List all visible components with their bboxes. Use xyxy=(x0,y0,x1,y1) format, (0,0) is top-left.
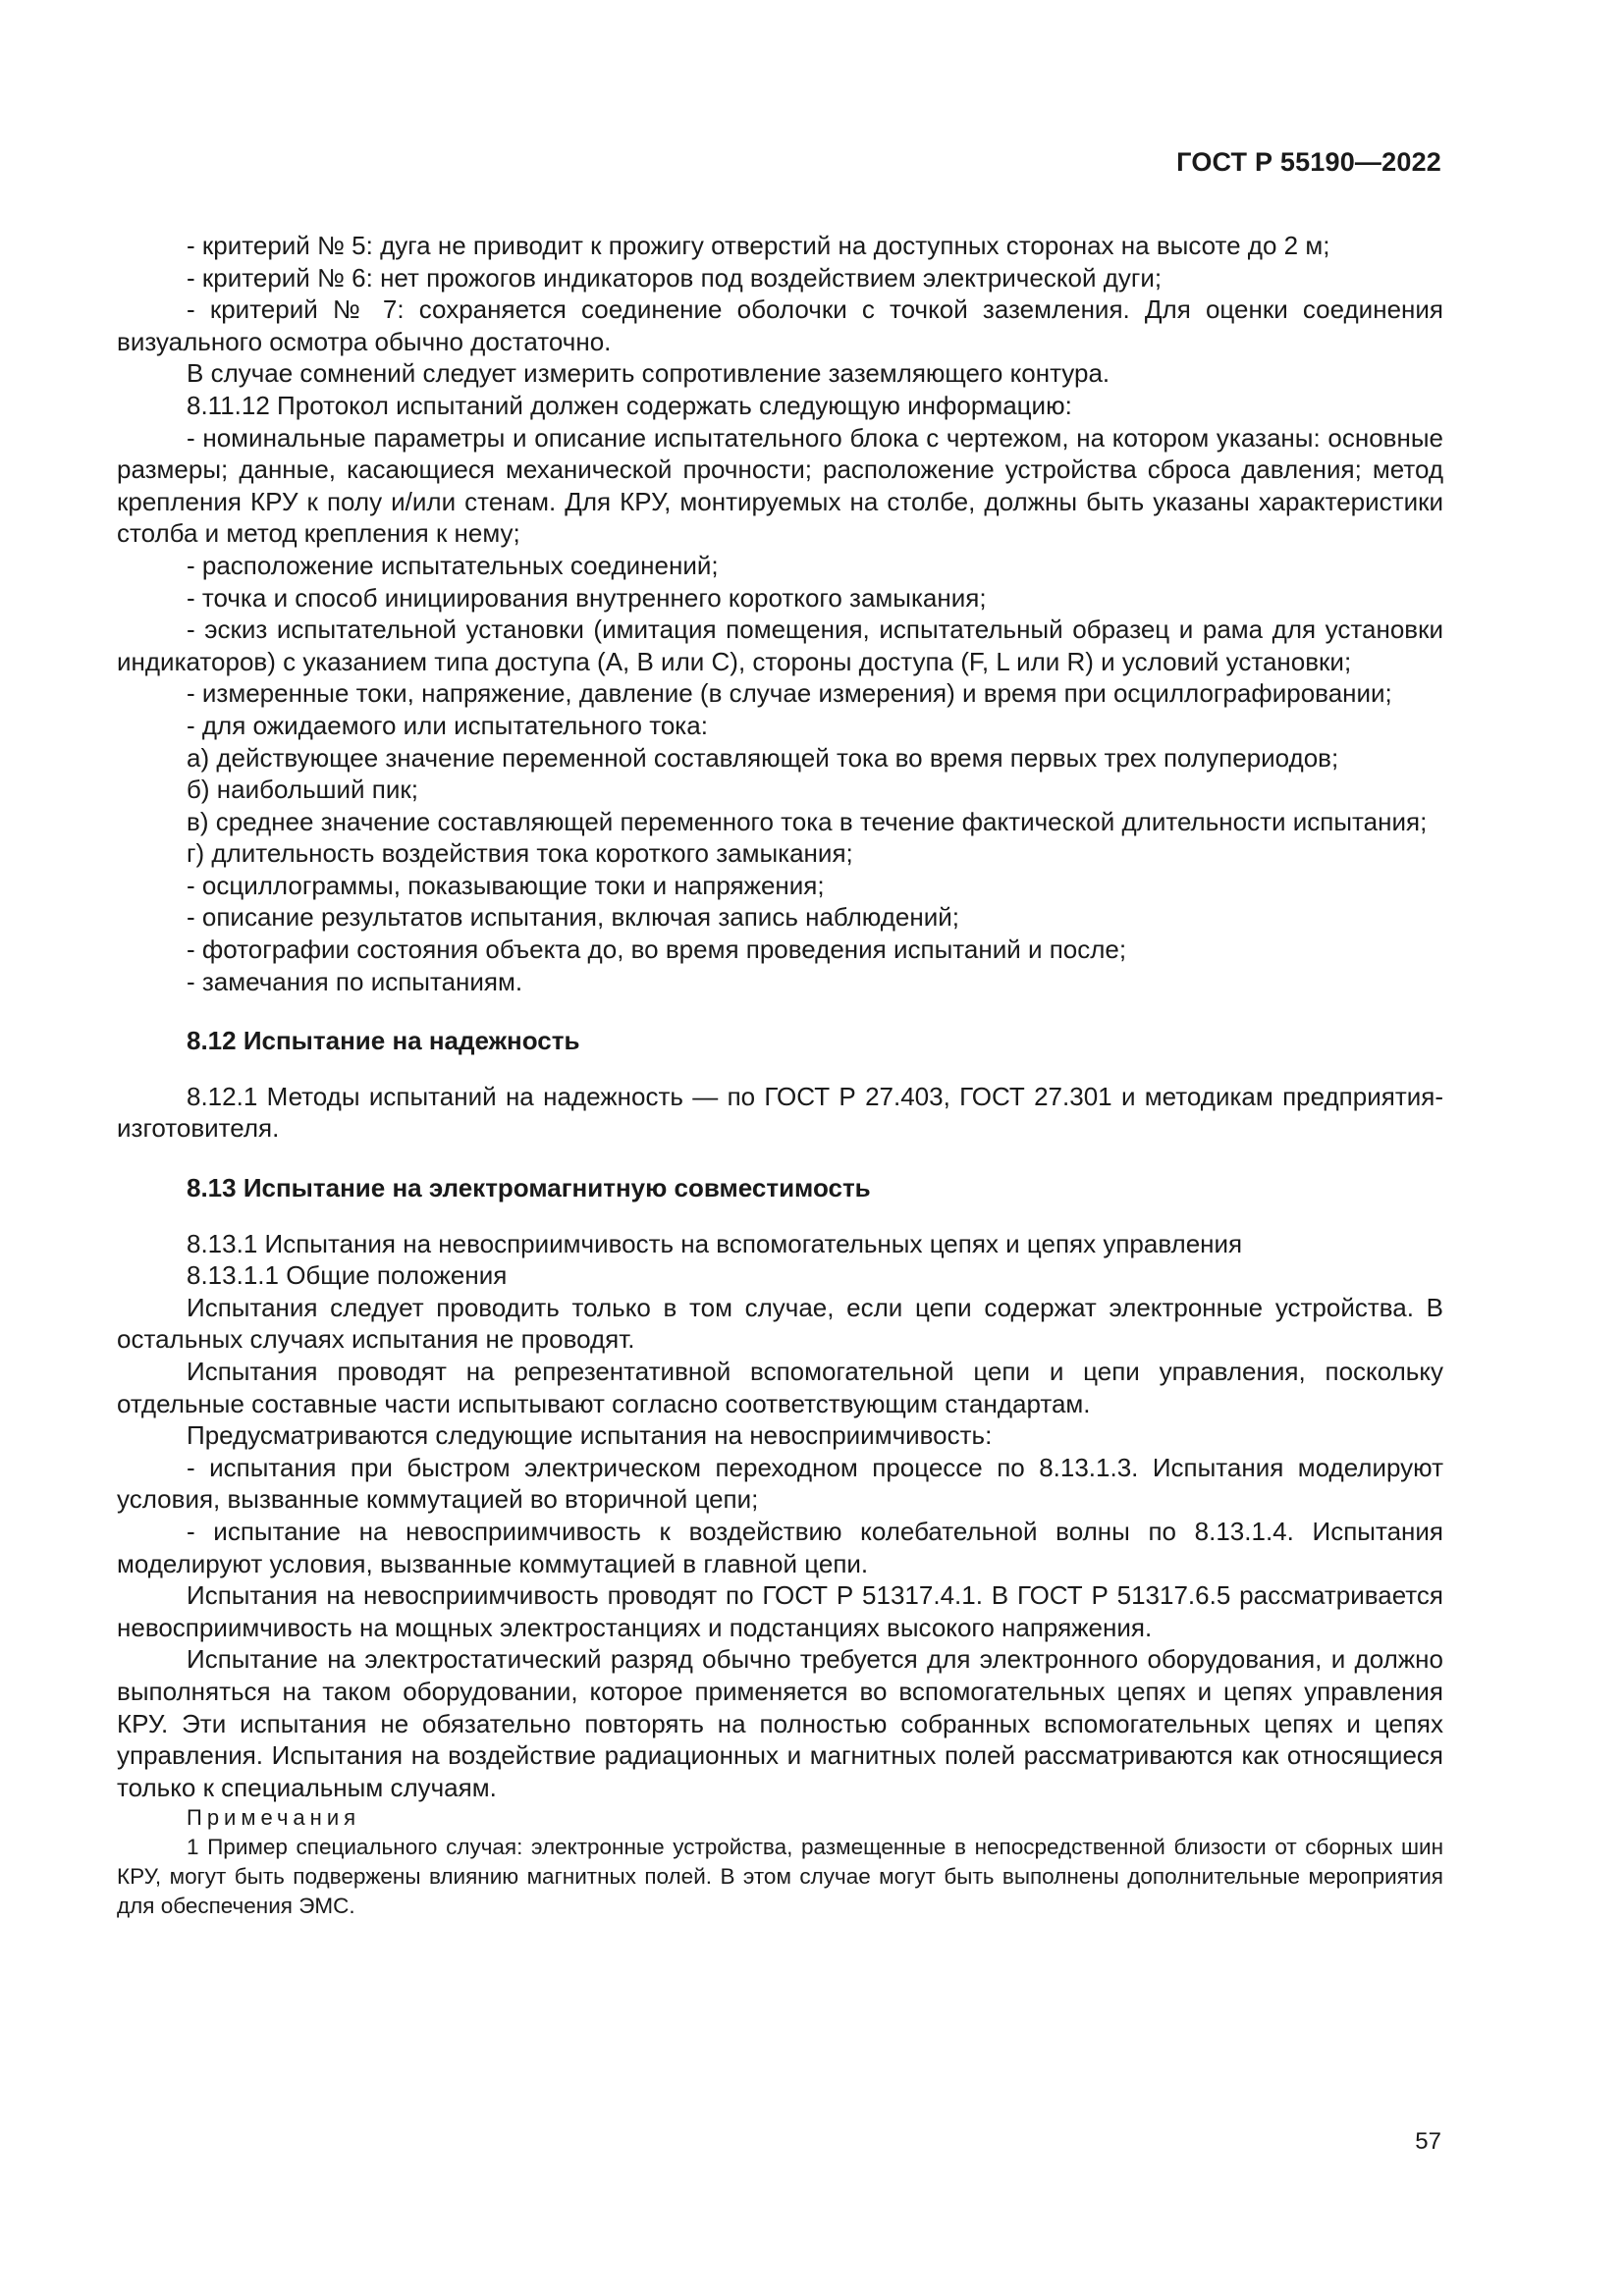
paragraph: 8.13.1 Испытания на невосприимчивость на вспомогательных цепях и цепях управления xyxy=(187,1228,1243,1258)
paragraph: 8.11.12 Протокол испытаний должен содержать следующую информацию: xyxy=(187,390,1072,420)
document-header: ГОСТ Р 55190—2022 xyxy=(1176,147,1441,177)
paragraph: - для ожидаемого или испытательного тока: xyxy=(187,710,708,740)
paragraph: - критерий № 5: дуга не приводит к прожигу отверстий на доступных сторонах на высоте до 2 м; xyxy=(187,231,1330,260)
paragraph: а) действующее значение переменной составляющей тока во время первых трех полупериодов; xyxy=(187,742,1339,773)
page-number: 57 xyxy=(1415,2128,1441,2155)
section-heading-8-12: 8.12 Испытание на надежность xyxy=(187,1026,580,1056)
notes-title: Примечания xyxy=(187,1805,361,1831)
paragraph: б) наибольший пик; xyxy=(187,774,418,805)
paragraph: - критерий № 6: нет прожогов индикаторов под воздействием электрической дуги; xyxy=(187,262,1163,293)
paragraph: Испытания следует проводить только в том случае, если цепи содержат электронные устройства. В остальных случаях испытания не проводят. xyxy=(117,1292,1443,1355)
section-heading-8-13: 8.13 Испытание на электромагнитную совместимость xyxy=(187,1173,871,1203)
paragraph: - описание результатов испытания, включая запись наблюдений; xyxy=(187,902,959,933)
paragraph: - фотографии состояния объекта до, во время проведения испытаний и после; xyxy=(187,934,1127,965)
paragraph: - критерий № 7: сохраняется соединение оболочки с точкой заземления. Для оценки соединения визуального осмотра обычно достаточно. xyxy=(117,294,1443,356)
paragraph: - точка и способ инициирования внутреннего короткого замыкания; xyxy=(187,582,987,613)
paragraph: - испытания при быстром электрическом переходном процессе по 8.13.1.3. Испытания моделируют условия, вызванные коммутацией во вторичной цепи; xyxy=(117,1452,1443,1515)
document-body xyxy=(117,230,1443,1921)
note-item: 1 Пример специального случая: электронные устройства, размещенные в непосредственной близости от сборных шин КРУ, могут быть подвержены влиянию магнитных полей. В этом случае могут быть выполнены дополнительные мероприятия для обеспечения ЭМС. xyxy=(117,1835,1443,1919)
paragraph: - расположение испытательных соединений; xyxy=(187,550,719,580)
paragraph: - измеренные токи, напряжение, давление (в случае измерения) и время при осциллографировании; xyxy=(187,678,1392,709)
paragraph: Испытания проводят на репрезентативной вспомогательной цепи и цепи управления, поскольку отдельные составные части испытывают согласно соответствующим стандартам. xyxy=(117,1357,1443,1418)
paragraph: г) длительность воздействия тока короткого замыкания; xyxy=(187,838,853,869)
paragraph: - замечания по испытаниям. xyxy=(187,966,523,996)
paragraph: - испытание на невосприимчивость к воздействию колебательной волны по 8.13.1.4. Испытания моделируют условия, вызванные коммутацией в главной цепи. xyxy=(117,1516,1443,1578)
paragraph: Предусматриваются следующие испытания на невосприимчивость: xyxy=(187,1420,993,1451)
paragraph: - эскиз испытательной установки (имитация помещения, испытательный образец и рама для установки индикаторов) с указанием типа доступа (А, В или С), стороны доступа (F, L или R) и условий установки; xyxy=(117,614,1443,676)
paragraph: В случае сомнений следует измерить сопротивление заземляющего контура. xyxy=(187,358,1110,389)
paragraph: - номинальные параметры и описание испытательного блока с чертежом, на котором указаны: основные размеры; данные, касающиеся механической прочности; расположение устройства сброса давления; метод крепления КРУ к полу и/или стенам. Для КРУ, монтируемых на столбе, должны быть указаны характеристики столба и метод крепления к нему; xyxy=(117,422,1443,549)
paragraph: 8.12.1 Методы испытаний на надежность — по ГОСТ Р 27.403, ГОСТ 27.301 и методикам предприятия-изготовителя. xyxy=(117,1081,1443,1144)
paragraph: - осциллограммы, показывающие токи и напряжения; xyxy=(187,870,825,900)
paragraph: Испытание на электростатический разряд обычно требуется для электронного оборудования, и должно выполняться на таком оборудовании, которое применяется во вспомогательных цепях и цепях управления КРУ. Эти испытания не обязательно повторять на полностью собранных вспомогательных цепях и цепях управления. Испытания на воздействие радиационных и магнитных полей рассматриваются как относящиеся только к специальным случаям. xyxy=(117,1644,1443,1802)
paragraph: Испытания на невосприимчивость проводят по ГОСТ Р 51317.4.1. В ГОСТ Р 51317.6.5 рассматривается невосприимчивость на мощных электростанциях и подстанциях высокого напряжения. xyxy=(117,1580,1443,1642)
paragraph: 8.13.1.1 Общие положения xyxy=(187,1260,508,1291)
paragraph: в) среднее значение составляющей переменного тока в течение фактической длительности испытания; xyxy=(187,806,1428,836)
